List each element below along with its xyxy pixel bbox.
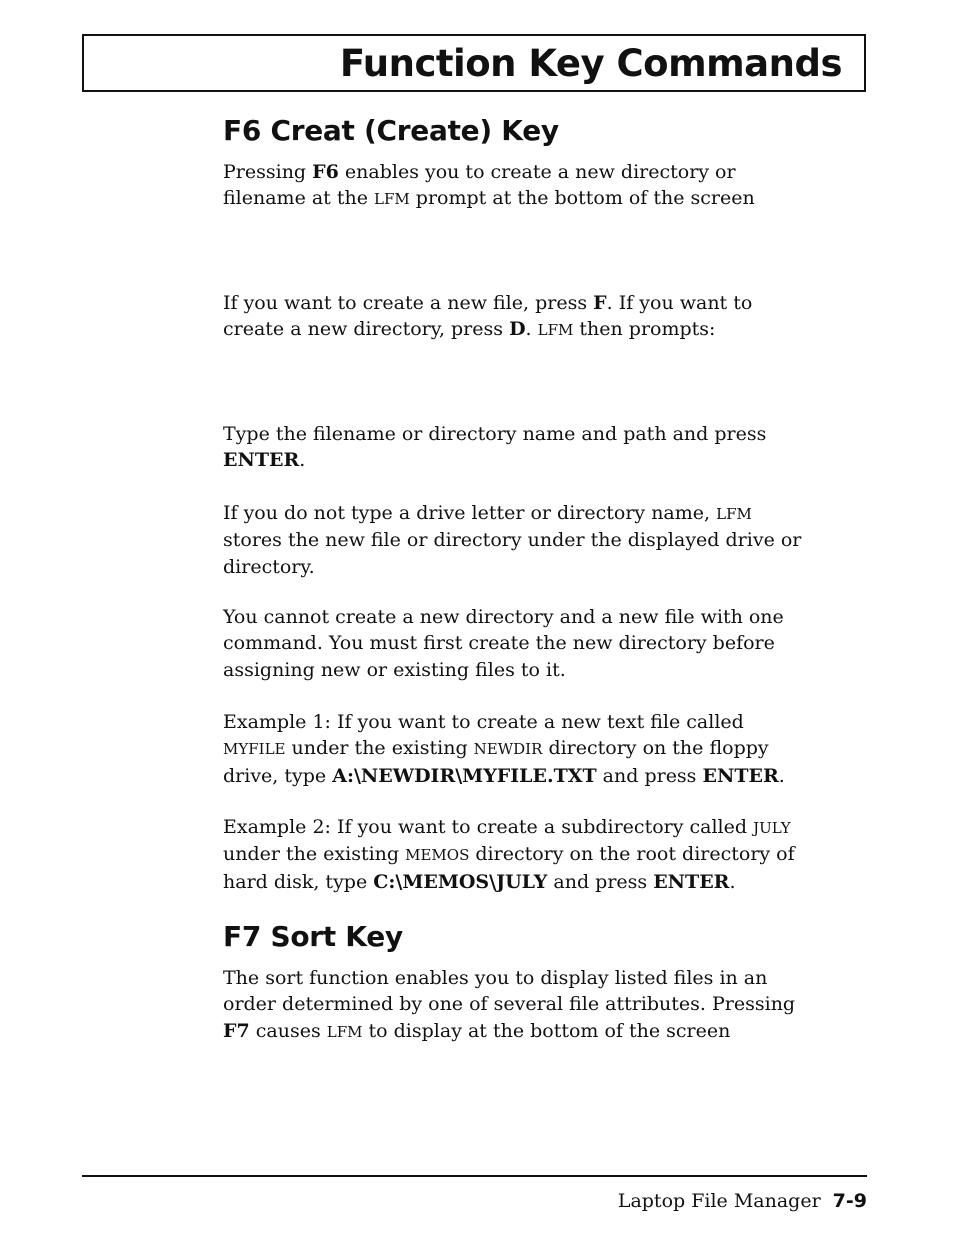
lfm-name: LFM bbox=[374, 190, 410, 209]
page-footer bbox=[618, 1187, 867, 1215]
f6-paragraph-5 bbox=[223, 604, 863, 683]
text: . bbox=[778, 764, 785, 787]
text: and press bbox=[547, 870, 654, 893]
text: directory on the root directory of bbox=[469, 843, 795, 866]
text: . If you want to bbox=[606, 292, 753, 314]
path-example-1: A:\NEWDIR\MYFILE.TXT bbox=[332, 764, 597, 787]
text: Type the filename or directory name and path and press bbox=[223, 423, 767, 445]
page-number: 7-9 bbox=[832, 1190, 867, 1212]
text: . bbox=[525, 318, 538, 341]
text: directory. bbox=[223, 555, 315, 578]
chapter-header-box bbox=[82, 34, 866, 92]
text: under the existing bbox=[223, 843, 406, 866]
text: assigning new or existing files to it. bbox=[223, 658, 566, 681]
text: to display at the bottom of the screen bbox=[362, 1019, 731, 1042]
text: create a new directory, press bbox=[223, 318, 510, 341]
text: drive, type bbox=[223, 764, 333, 787]
key-f: F bbox=[593, 292, 607, 314]
text: . bbox=[299, 449, 306, 472]
f6-section bbox=[223, 113, 863, 149]
f6-paragraph-4 bbox=[223, 500, 863, 580]
key-enter: ENTER bbox=[223, 449, 300, 472]
lfm-name: LFM bbox=[326, 1022, 363, 1041]
footer-title: Laptop File Manager bbox=[617, 1190, 821, 1212]
text: stores the new file or directory under the displayed drive or bbox=[223, 529, 802, 552]
key-f7: F7 bbox=[223, 1019, 250, 1042]
key-d: D bbox=[509, 318, 526, 341]
text: The sort function enables you to display listed files in an bbox=[223, 967, 768, 989]
text: order determined by one of several file attributes. Pressing bbox=[223, 993, 796, 1016]
f6-paragraph-2 bbox=[223, 290, 863, 344]
text: You cannot create a new directory and a new file with one bbox=[223, 606, 784, 628]
key-enter: ENTER bbox=[653, 870, 730, 893]
f6-example-1 bbox=[223, 709, 863, 789]
chapter-title: Function Key Commands bbox=[339, 42, 842, 85]
lfm-name: LFM bbox=[716, 505, 752, 523]
text: Example 1: If you want to create a new text file called bbox=[223, 711, 744, 733]
text: causes bbox=[249, 1019, 327, 1042]
text: prompt at the bottom of the screen bbox=[409, 187, 755, 210]
newdir-name: NEWDIR bbox=[473, 740, 543, 759]
path-example-2: C:\MEMOS\JULY bbox=[373, 870, 548, 893]
text: and press bbox=[596, 764, 703, 787]
key-f6: F6 bbox=[312, 161, 339, 183]
july-name: JULY bbox=[753, 819, 791, 837]
lfm-name: LFM bbox=[537, 321, 574, 340]
text: then prompts: bbox=[573, 318, 716, 341]
f7-section bbox=[223, 919, 863, 955]
text: hard disk, type bbox=[223, 870, 374, 893]
f7-paragraph-1 bbox=[223, 965, 863, 1045]
text: directory on the floppy bbox=[542, 737, 769, 760]
text: Pressing bbox=[223, 161, 313, 183]
text: command. You must first create the new directory before bbox=[223, 632, 775, 655]
f6-heading: F6 Creat (Create) Key bbox=[223, 114, 559, 147]
footer-divider bbox=[82, 1175, 867, 1177]
text: enables you to create a new directory or bbox=[338, 161, 736, 183]
f6-example-2 bbox=[223, 814, 863, 895]
text: Example 2: If you want to create a subdirectory called bbox=[223, 816, 754, 838]
key-enter: ENTER bbox=[702, 764, 779, 787]
myfile-name: MYFILE bbox=[223, 740, 286, 759]
f6-paragraph-1 bbox=[223, 159, 863, 213]
memos-name: MEMOS bbox=[405, 846, 470, 865]
text: under the existing bbox=[285, 737, 474, 760]
text: If you want to create a new file, press bbox=[223, 292, 594, 314]
text: If you do not type a drive letter or directory name, bbox=[223, 502, 717, 524]
f6-paragraph-3 bbox=[223, 421, 863, 474]
text: filename at the bbox=[223, 187, 375, 210]
text: . bbox=[729, 870, 736, 893]
f7-heading: F7 Sort Key bbox=[223, 920, 403, 953]
